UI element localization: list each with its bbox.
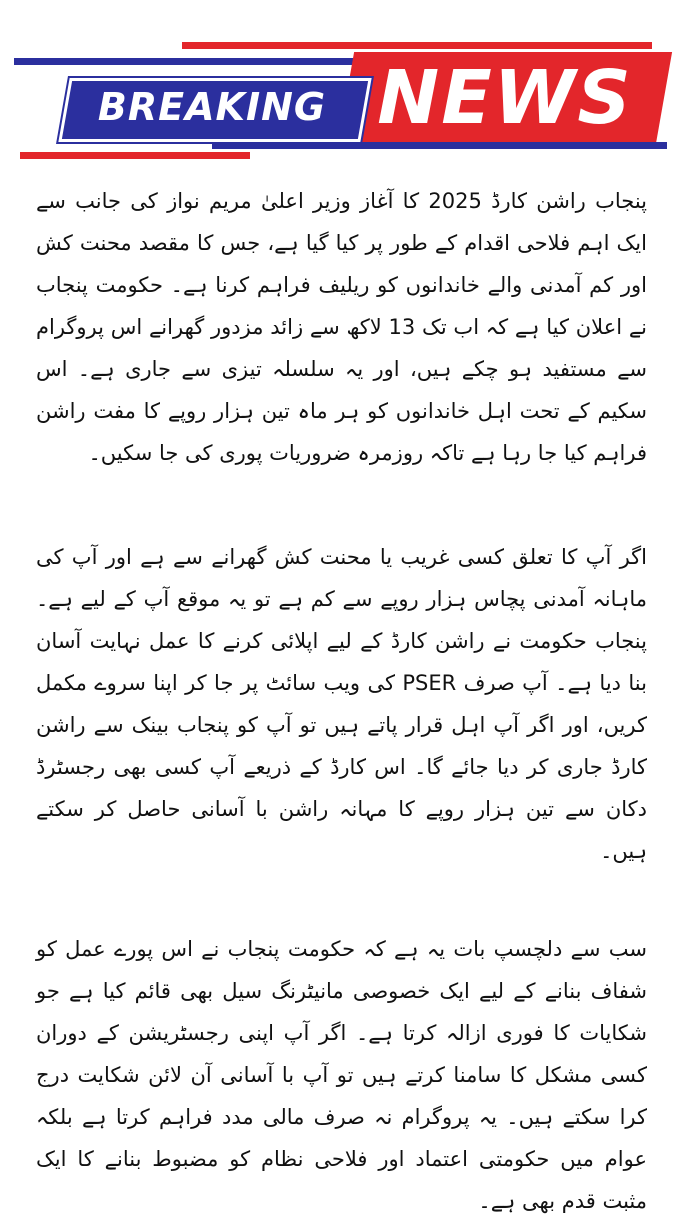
banner-red-stripe-top [182,42,652,49]
article-paragraph-1: پنجاب راشن کارڈ 2025 کا آغاز وزیر اعلیٰ مریم نواز کی جانب سے ایک اہم فلاحی اقدام کے طور پر کیا گیا ہے، جس کا مقصد محنت کش اور کم آمدنی والے خاندانوں کو ریلیف فراہم کرنا ہے۔ حکومت پنجاب نے اعلان کیا ہے کہ اب تک 13 لاکھ سے زائد مزدور گھرانے اس پروگرام سے مستفید ہو چکے ہیں، اور یہ سلسلہ تیزی سے جاری ہے۔ اس سکیم کے تحت اہل خاندانوں کو ہر ماہ تین ہزار روپے کا مفت راشن فراہم کیا جا رہا ہے تاکہ روزمرہ ضروریات پوری کی جا سکیں۔ [36,189,647,465]
article-body [36,180,647,1222]
article-paragraph-3: سب سے دلچسپ بات یہ ہے کہ حکومت پنجاب نے اس پورے عمل کو شفاف بنانے کے لیے ایک خصوصی مانیٹرنگ سیل بھی قائم کیا ہے جو شکایات کا فوری ازالہ کرتا ہے۔ اگر آپ اپنی رجسٹریشن کے دوران کسی مشکل کا سامنا کرتے ہیں تو آپ با آسانی آن لائن شکایت درج کرا سکتے ہیں۔ یہ پروگرام نہ صرف مالی مدد فراہم کرتا ہے بلکہ عوام میں حکومتی اعتماد اور فلاحی نظام کو مضبوط بنانے کا ایک مثبت قدم بھی ہے۔ [36,937,647,1213]
banner-red-stripe-bottom [20,152,250,159]
breaking-label: BREAKING [97,85,327,129]
news-label: NEWS [377,55,633,141]
breaking-news-banner [0,0,683,170]
banner-blue-stripe-top [14,58,374,65]
banner-blue-stripe-bottom [212,142,667,149]
article-paragraph-2: اگر آپ کا تعلق کسی غریب یا محنت کش گھرانے سے ہے اور آپ کی ماہانہ آمدنی پچاس ہزار روپے سے کم ہے تو یہ موقع آپ کے لیے ہے۔ پنجاب حکومت نے راشن کارڈ کے لیے اپلائی کرنے کا عمل نہایت آسان بنا دیا ہے۔ آپ صرف PSER کی ویب سائٹ پر جا کر اپنا سروے مکمل کریں، اور اگر آپ اہل قرار پاتے ہیں تو آپ کو پنجاب بینک سے راشن کارڈ جاری کر دیا جائے گا۔ اس کارڈ کے ذریعے آپ کسی بھی رجسٹرڈ دکان سے تین ہزار روپے کا مہانہ راشن با آسانی حاصل کر سکتے ہیں۔ [36,545,647,863]
